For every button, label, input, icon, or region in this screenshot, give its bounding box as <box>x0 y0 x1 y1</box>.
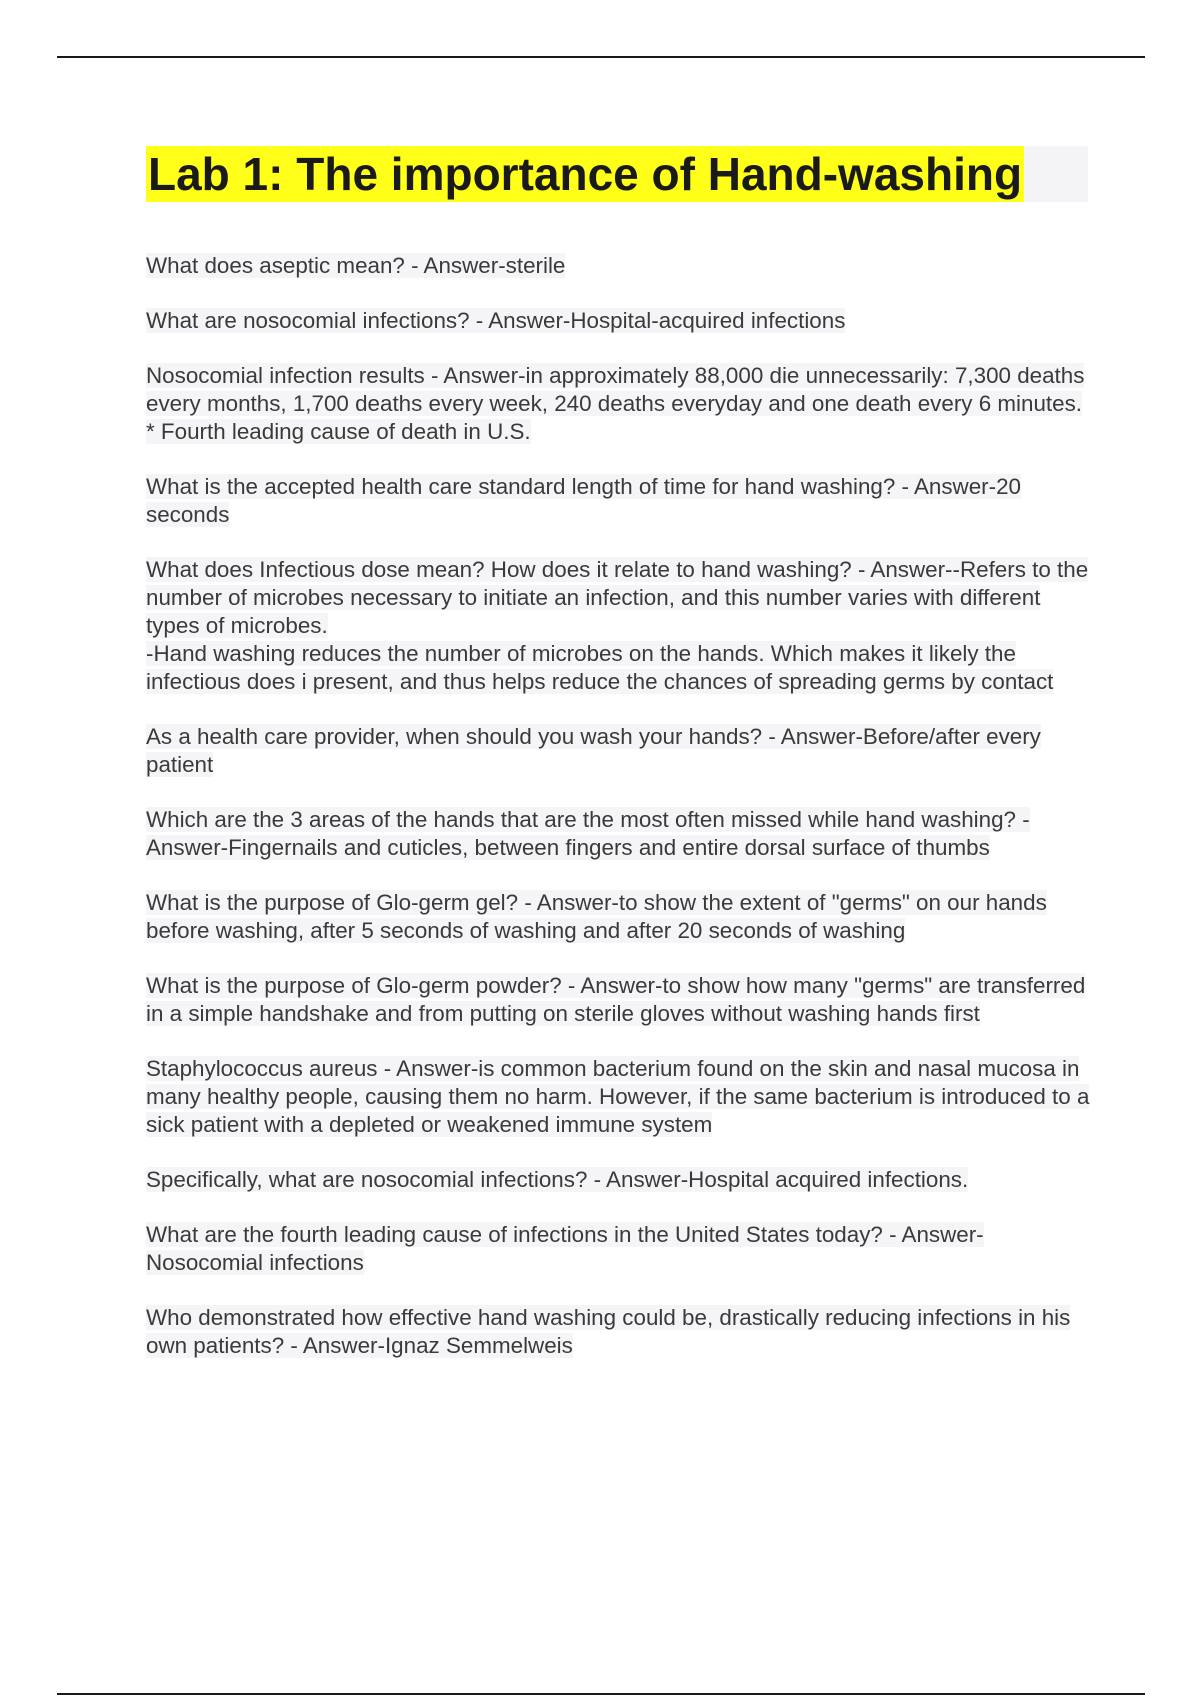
qa-item <box>146 362 1096 446</box>
qa-text: Which are the 3 areas of the hands that are the most often missed while hand washing? - Answer-Fingernails and cuticles, between fingers and entire dorsal surface of thumbs <box>146 807 1030 860</box>
footer-rule <box>57 1693 1145 1695</box>
qa-item <box>146 473 1096 529</box>
qa-text: What are the fourth leading cause of infections in the United States today? - Answer-Nosocomial infections <box>146 1222 984 1275</box>
page-title: Lab 1: The importance of Hand-washing <box>148 148 1023 200</box>
qa-text: What does aseptic mean? - Answer-sterile <box>146 253 566 278</box>
qa-text: Specifically, what are nosocomial infections? - Answer-Hospital acquired infections. <box>146 1167 969 1192</box>
qa-text: As a health care provider, when should you wash your hands? - Answer-Before/after every patient <box>146 724 1041 777</box>
qa-item <box>146 1166 1096 1194</box>
qa-text: What does Infectious dose mean? How does it relate to hand washing? - Answer--Refers to the number of microbes necessary to initiate an infection, and this number varies with different types of microbes. <box>146 557 1089 638</box>
qa-text: What is the accepted health care standard length of time for hand washing? - Answer-20 seconds <box>146 474 1021 527</box>
qa-note-text: * Fourth leading cause of death in U.S. <box>146 419 531 444</box>
qa-text: Who demonstrated how effective hand washing could be, drastically reducing infections in his own patients? - Answer-Ignaz Semmelweis <box>146 1305 1071 1358</box>
qa-text: Nosocomial infection results - Answer-in approximately 88,000 die unnecessarily: 7,300 deaths every months, 1,700 deaths every week, 240 deaths everyday and one death every 6 minutes. <box>146 363 1085 416</box>
qa-text: What is the purpose of Glo-germ powder? - Answer-to show how many "germs" are transferred in a simple handshake and from putting on sterile gloves without washing hands first <box>146 973 1086 1026</box>
qa-text: What is the purpose of Glo-germ gel? - Answer-to show the extent of "germs" on our hands before washing, after 5 seconds of washing and after 20 seconds of washing <box>146 890 1047 943</box>
qa-list <box>146 252 1096 1387</box>
header-rule <box>57 56 1145 58</box>
title-band <box>146 146 1088 202</box>
qa-note-text: -Hand washing reduces the number of microbes on the hands. Which makes it likely the infectious does i present, and thus helps reduce the chances of spreading germs by contact <box>146 641 1054 694</box>
qa-item <box>146 889 1096 945</box>
qa-text: What are nosocomial infections? - Answer-Hospital-acquired infections <box>146 308 846 333</box>
qa-note <box>146 640 1096 696</box>
qa-item <box>146 972 1096 1028</box>
qa-item <box>146 1055 1096 1139</box>
qa-item <box>146 1221 1096 1277</box>
qa-note <box>146 418 1096 446</box>
qa-item <box>146 252 1096 280</box>
qa-item <box>146 556 1096 696</box>
qa-item <box>146 806 1096 862</box>
qa-item <box>146 723 1096 779</box>
qa-item <box>146 307 1096 335</box>
qa-item <box>146 1304 1096 1360</box>
qa-text: Staphylococcus aureus - Answer-is common bacterium found on the skin and nasal mucosa in many healthy people, causing them no harm. However, if the same bacterium is introduced to a sick patient with a depleted or weakened immune system <box>146 1056 1090 1137</box>
